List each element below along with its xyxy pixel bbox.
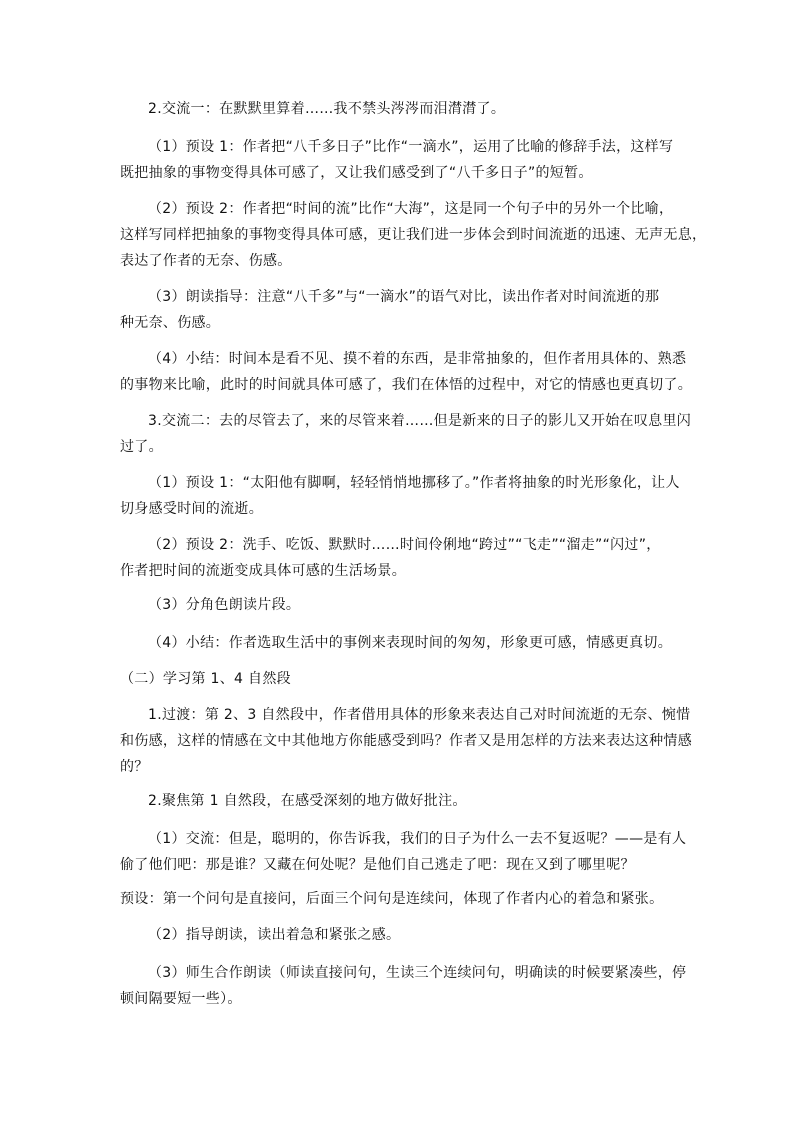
paragraph-summary-2 [120,630,680,656]
text-line: （1）预设 1：“太阳他有脚啊，轻轻悄悄地挪移了。”作者将抽象的时光形象化，让人 [148,475,680,491]
text-line: （4）小结：作者选取生活中的事例来表现时间的匆匆，形象更可感，情感更真切。 [148,635,673,651]
text-line: 顿间隔要短一些）。 [120,991,242,1007]
text-line: （4）小结：时间本是看不见、摸不着的东西，是非常抽象的，但作者用具体的、熟悉 [148,351,687,367]
paragraph-transition [120,702,692,780]
text-line: 的事物来比喻，此时的时间就具体可感了，我们在体悟的过程中，对它的情感也更真切了。 [120,377,692,393]
paragraph-focus-section-1 [120,788,680,814]
text-line: （二）学习第 1、4 自然段 [120,671,291,687]
paragraph-preset-2 [120,196,707,274]
text-line: 预设：第一个问句是直接问，后面三个问句是连续问，体现了作者内心的着急和紧张。 [120,891,664,907]
text-line: 2.交流一：在默默里算着……我不禁头涔涔而泪潸潸了。 [148,101,506,117]
text-line: 切身感受时间的流逝。 [120,501,263,517]
text-line: 1.过渡：第 2、3 自然段中，作者借用具体的形象来表达自己对时间流逝的无奈、惋惜 [148,707,691,723]
text-line: （2）预设 2：作者把“时间的流”比作“大海”，这是同一个句子中的另外一个比喻， [148,201,674,217]
text-line: （1）预设 1：作者把“八千多日子”比作“一滴水”，运用了比喻的修辞手法，这样写 [148,139,674,155]
paragraph-preset-2b [120,532,680,584]
paragraph-summary-1 [120,346,692,398]
text-line: （1）交流：但是，聪明的，你告诉我，我们的日子为什么一去不复返呢？——是有人 [148,831,687,847]
section-heading [120,666,680,692]
paragraph-exchange-two [120,408,692,460]
text-line: 2.聚焦第 1 自然段，在感受深刻的地方做好批注。 [148,793,467,809]
text-line: 这样写同样把抽象的事物变得具体可感，更让我们进一步体会到时间流逝的迅速、无声无息， [120,227,707,243]
text-line: 既把抽象的事物变得具体可感了，又让我们感受到了“八千多日子”的短暂。 [120,165,593,181]
text-line: 表达了作者的无奈、伤感。 [120,253,292,269]
paragraph-exchange-one [120,96,680,122]
paragraph-preset-1 [120,134,680,186]
paragraph-guided-reading [120,922,680,948]
text-line: （2）指导朗读，读出着急和紧张之感。 [148,927,401,943]
text-line: 偷了他们吧：那是谁？又藏在何处呢？是他们自己逃走了吧：现在又到了哪里呢？ [120,857,635,873]
text-line: 的？ [120,759,149,775]
text-line: （2）预设 2：洗手、吃饭、默默时……时间伶俐地“跨过”“飞走”“溜走”“闪过”， [148,537,661,553]
paragraph-reading-guide [120,284,680,336]
paragraph-preset-questions [120,886,680,912]
text-line: （3）师生合作朗读（师读直接问句，生读三个连续问句，明确读的时候要紧凑些，停 [148,965,687,981]
paragraph-role-reading [120,592,680,618]
paragraph-preset-1b [120,470,680,522]
text-line: （3）分角色朗读片段。 [148,597,301,613]
text-line: （3）朗读指导：注意“八千多”与“一滴水”的语气对比，读出作者对时间流逝的那 [148,289,660,305]
text-line: 和伤感，这样的情感在文中其他地方你能感受到吗？作者又是用怎样的方法来表达这种情感 [120,733,692,749]
paragraph-exchange-questions [120,826,687,878]
text-line: 过了。 [120,439,163,455]
paragraph-cooperative-reading [120,960,687,1012]
text-line: 3.交流二：去的尽管去了，来的尽管来着……但是新来的日子的影儿又开始在叹息里闪 [148,413,692,429]
text-line: 种无奈、伤感。 [120,315,221,331]
text-line: 作者把时间的流逝变成具体可感的生活场景。 [120,563,406,579]
